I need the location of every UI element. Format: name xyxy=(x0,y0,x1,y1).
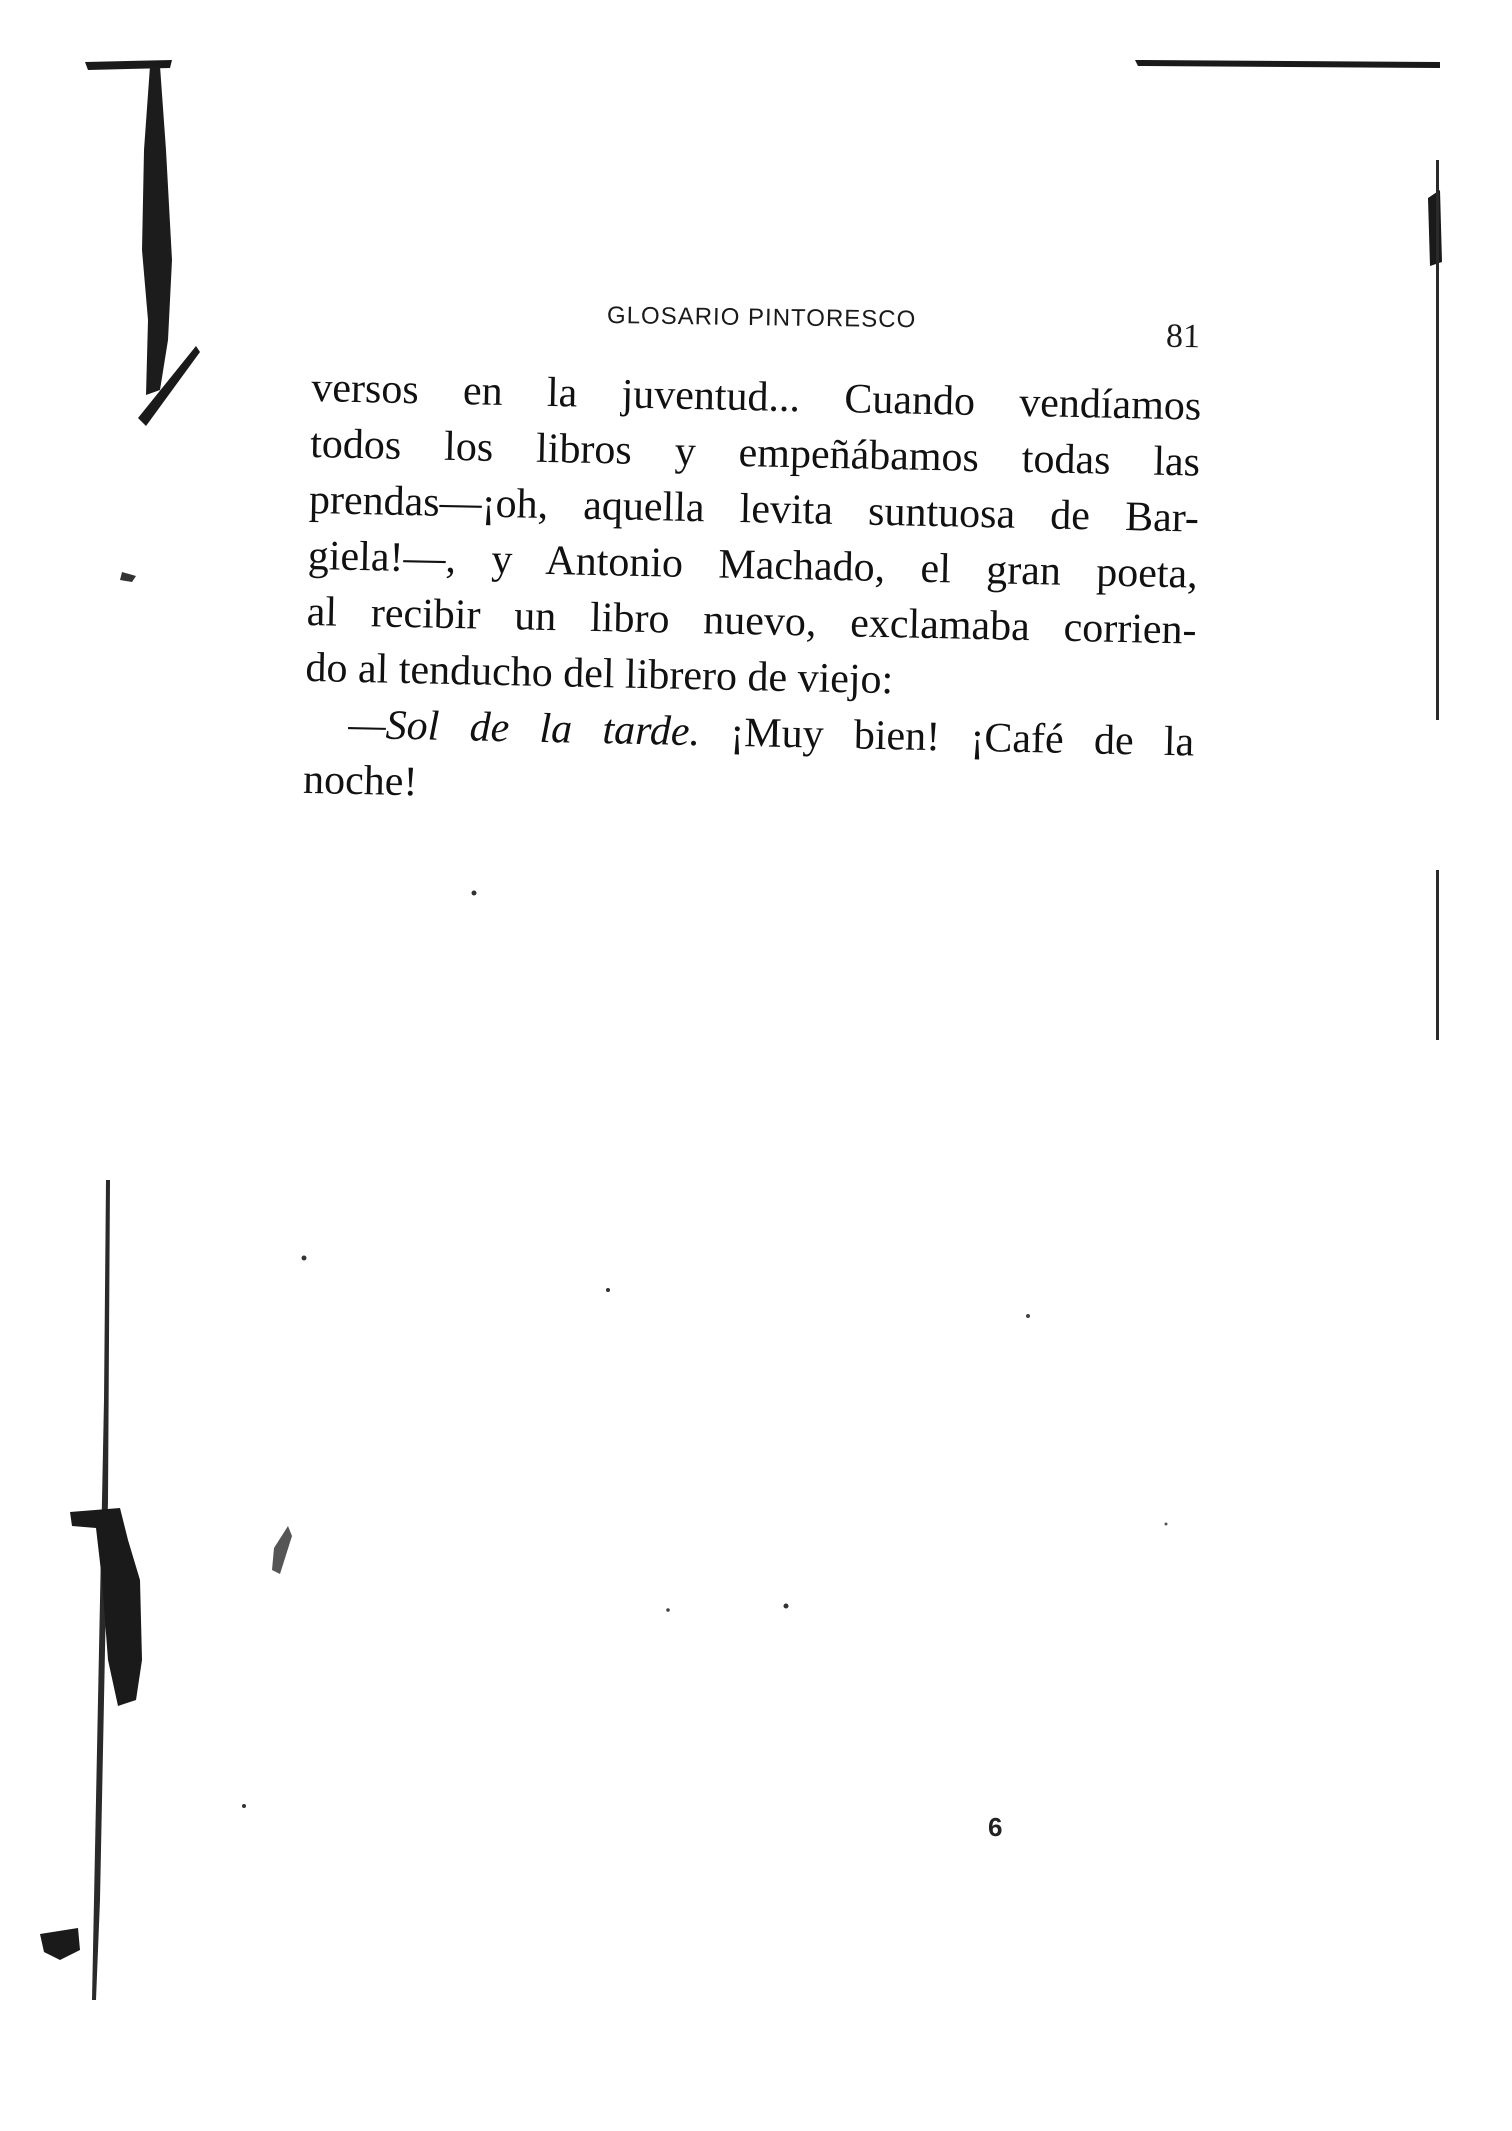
text-line: todos los libros y empeñábamos todas las xyxy=(309,420,1201,486)
text-line: do al tenducho del librero de viejo: xyxy=(305,644,894,704)
quote-text: ¡Muy bien! ¡Café de la xyxy=(699,709,1195,766)
text-line: versos en la juventud... Cuando vendíamos xyxy=(310,364,1202,430)
text-line: giela!—, y Antonio Machado, el gran poeta, xyxy=(307,532,1199,598)
running-title: GLOSARIO PINTORESCO xyxy=(606,302,917,334)
dust-speck xyxy=(1026,1314,1030,1318)
signature-mark: 6 xyxy=(988,1812,1003,1842)
text-line: prendas—¡oh, aquella levita suntuosa de Bar- xyxy=(308,476,1200,542)
dust-speck xyxy=(784,1604,789,1609)
page-number: 81 xyxy=(1165,317,1201,356)
text-line: al recibir un libro nuevo, exclamaba corrien- xyxy=(306,588,1198,654)
dust-speck xyxy=(302,1256,307,1261)
mid-fleck xyxy=(272,1526,292,1574)
text-line: noche! xyxy=(302,756,418,806)
right-edge-line-lower xyxy=(1436,870,1439,1040)
right-edge-line-upper xyxy=(1436,160,1439,720)
dust-speck xyxy=(242,1804,246,1808)
dust-speck xyxy=(472,891,477,896)
top-right-ink-bar xyxy=(1135,60,1440,68)
dust-speck xyxy=(606,1288,610,1292)
dust-speck xyxy=(666,1608,670,1612)
quote-title: —Sol de la tarde. xyxy=(347,701,701,756)
body-text xyxy=(303,360,1202,827)
left-edge-fleck xyxy=(40,1928,80,1960)
left-binding-streak xyxy=(142,66,172,395)
left-edge-blot xyxy=(70,1508,142,1706)
right-edge-blob xyxy=(1428,190,1442,266)
dust-speck xyxy=(1165,1523,1168,1526)
left-fleck-small xyxy=(120,572,136,582)
